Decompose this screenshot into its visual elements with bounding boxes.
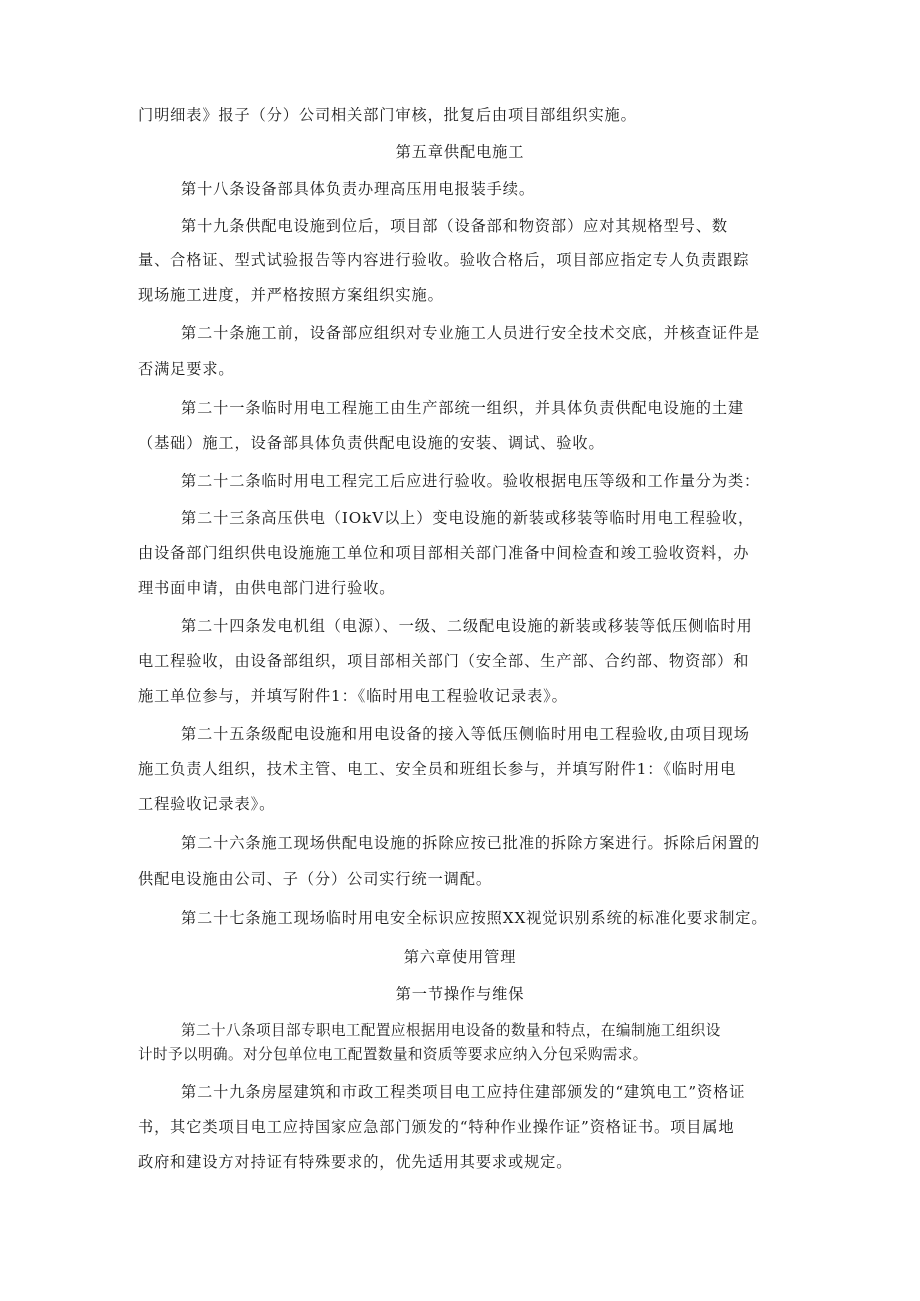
paragraph-line: 门明细表》报子（分）公司相关部门审核，批复后由项目部组织实施。 bbox=[138, 106, 637, 124]
article-20-line: 否满足要求。 bbox=[138, 360, 235, 378]
article-26-line: 第二十六条施工现场供配电设施的拆除应按已批准的拆除方案进行。拆除后闲置的 bbox=[181, 834, 761, 852]
article-29-line: 政府和建设方对持证有特殊要求的，优先适用其要求或规定。 bbox=[138, 1153, 573, 1171]
article-25-line: 施工负责人组织，技术主管、电工、安全员和班组长参与，并填写附件1：《临时用电 bbox=[138, 760, 737, 778]
article-19-line: 第十九条供配电设施到位后，项目部（设备部和物资部）应对其规格型号、数 bbox=[181, 217, 728, 235]
article-27-line: 第二十七条施工现场临时用电安全标识应按照XX视觉识别系统的标准化要求制定。 bbox=[181, 909, 768, 927]
article-28-line: 计时予以明确。对分包单位电工配置数量和资质等要求应纳入分包采购需求。 bbox=[138, 1046, 648, 1063]
article-24-line: 施工单位参与，并填写附件1：《临时用电工程验收记录表》。 bbox=[138, 687, 568, 705]
article-26-line: 供配电设施由公司、子（分）公司实行统一调配。 bbox=[138, 870, 492, 888]
article-24-line: 第二十四条发电机组（电源）、一级、二级配电设施的新装或移装等低压侧临时用 bbox=[181, 617, 753, 635]
article-29-line: 第二十九条房屋建筑和市政工程类项目电工应持住建部颁发的“建筑电工”资格证 bbox=[181, 1083, 746, 1101]
article-25-line: 工程验收记录表》。 bbox=[138, 795, 276, 813]
article-29-line: 书，其它类项目电工应持国家应急部门颁发的“特种作业操作证”资格证书。项目属地 bbox=[138, 1118, 735, 1136]
article-19-line: 量、合格证、型式试验报告等内容进行验收。验收合格后，项目部应指定专人负责跟踪 bbox=[138, 251, 750, 269]
article-22-line: 第二十二条临时用电工程完工后应进行验收。验收根据电压等级和工作量分为类： bbox=[181, 472, 761, 490]
article-18-line: 第十八条设备部具体负责办理高压用电报装手续。 bbox=[181, 180, 535, 198]
article-28-line: 第二十八条项目部专职电工配置应根据用电设备的数量和特点，在编制施工组织设 bbox=[181, 1022, 721, 1039]
article-20-line: 第二十条施工前，设备部应组织对专业施工人员进行安全技术交底，并核查证件是 bbox=[181, 324, 761, 342]
chapter-title: 第五章供配电施工 bbox=[395, 143, 525, 161]
article-21-line: 第二十一条临时用电工程施工由生产部统一组织，并具体负责供配电设施的土建 bbox=[181, 399, 745, 417]
article-23-line: 由设备部门组织供电设施施工单位和项目部相关部门准备中间检查和竣工验收资料，办 bbox=[138, 544, 750, 562]
article-23-line: 第二十三条高压供电（IOkV以上）变电设施的新装或移装等临时用电工程验收， bbox=[181, 509, 755, 527]
article-19-line: 现场施工进度，并严格按照方案组织实施。 bbox=[138, 286, 444, 304]
article-21-line: （基础）施工，设备部具体负责供配电设施的安装、调试、验收。 bbox=[138, 434, 605, 452]
article-24-line: 电工程验收，由设备部组织，项目部相关部门（安全部、生产部、合约部、物资部）和 bbox=[138, 652, 750, 670]
chapter-title: 第六章使用管理 bbox=[403, 948, 517, 966]
section-title: 第一节操作与维保 bbox=[395, 985, 525, 1003]
article-25-line: 第二十五条级配电设施和用电设备的接入等低压侧临时用电工程验收,由项目现场 bbox=[181, 725, 750, 743]
article-23-line: 理书面申请，由供电部门进行验收。 bbox=[138, 579, 396, 597]
